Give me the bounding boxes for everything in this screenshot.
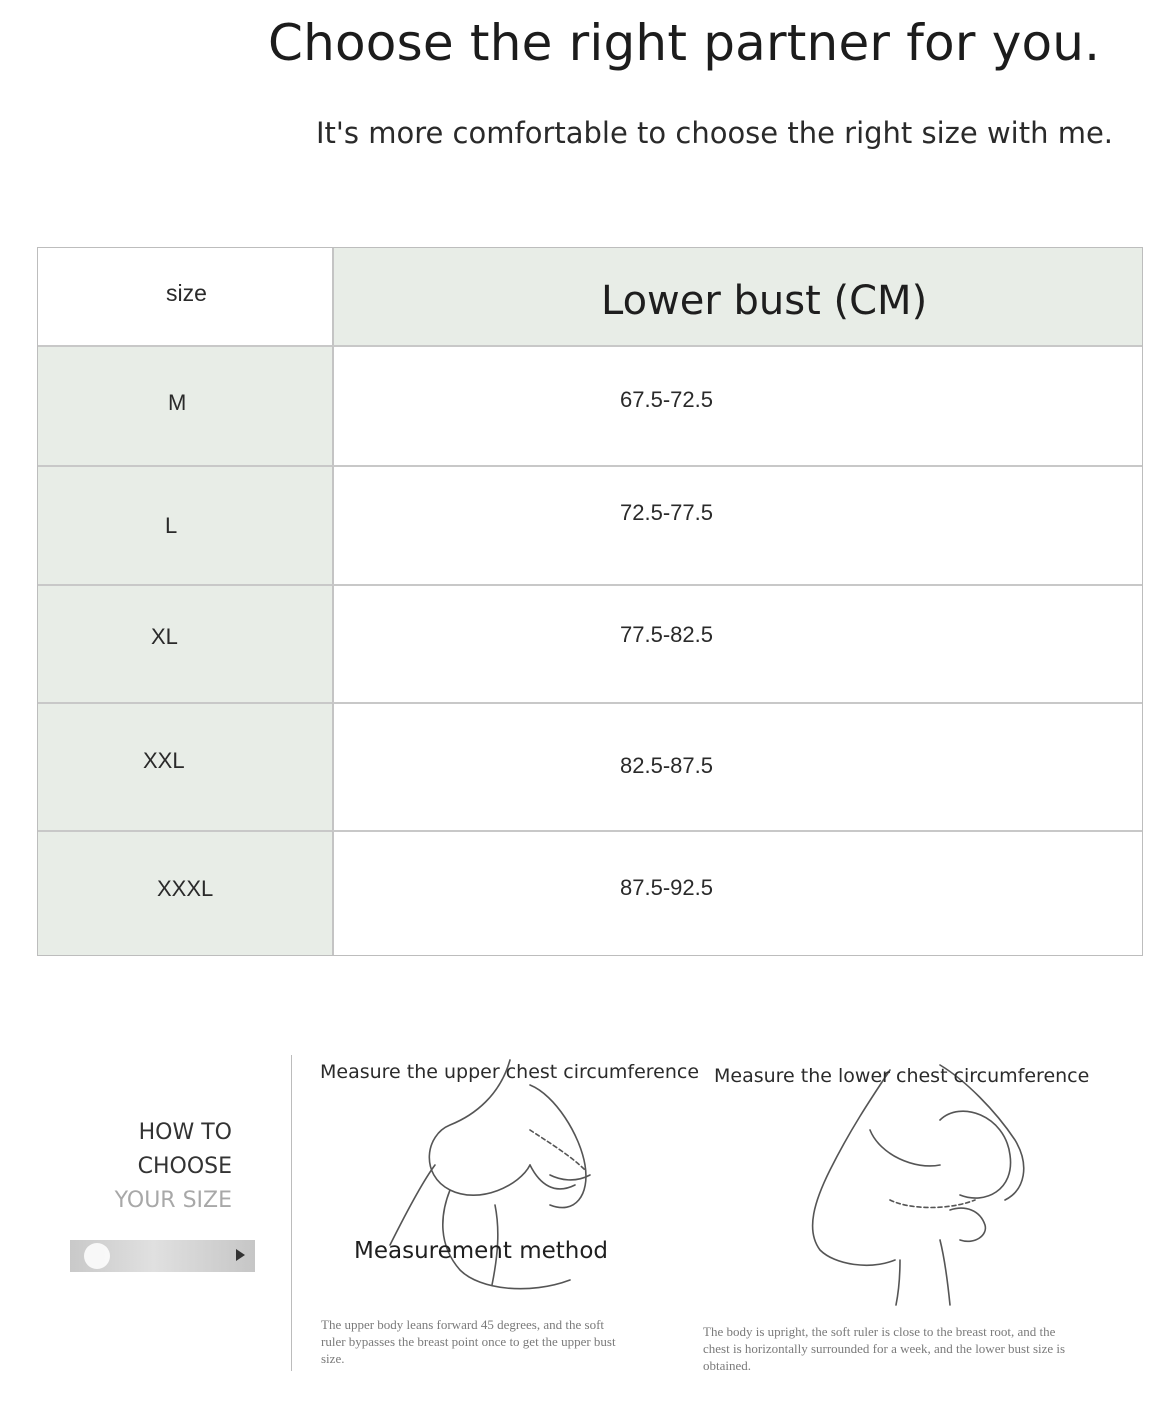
- table-row-range-xl: [332, 584, 1142, 702]
- size-chart-table: [37, 247, 1143, 956]
- table-row-size-xl: [38, 584, 332, 702]
- table-row-range-xxl: [332, 702, 1142, 830]
- lower-chest-illustration: [800, 1060, 1040, 1310]
- bust-header-label: Lower bust (CM): [601, 278, 928, 324]
- measure-icon: [84, 1243, 110, 1269]
- upper-chest-note: The upper body leans forward 45 degrees, and the soft ruler bypasses the breast point once to get the upper bust size.: [321, 1317, 616, 1366]
- lower-chest-note: The body is upright, the soft ruler is close to the breast root, and the chest is horizontally surrounded for a week, and the lower bust size is obtained.: [703, 1324, 1066, 1373]
- table-row-size-l: [38, 465, 332, 584]
- range-cell: 67.5-72.5: [620, 387, 713, 412]
- table-row-range-m: [332, 345, 1142, 465]
- table-header-bust: [332, 248, 1142, 345]
- range-cell: 77.5-82.5: [620, 622, 713, 647]
- how-to-line-3: YOUR SIZE: [114, 1188, 232, 1213]
- upper-chest-title: Measure the upper chest circumference: [320, 1061, 700, 1083]
- table-row-size-xxxl: [38, 830, 332, 955]
- size-cell: M: [168, 390, 187, 415]
- table-row-range-xxxl: [332, 830, 1142, 955]
- page-title: Choose the right partner for you.: [268, 14, 1101, 72]
- size-cell: XL: [151, 624, 178, 649]
- range-cell: 87.5-92.5: [620, 875, 713, 900]
- section-divider: [291, 1055, 292, 1371]
- how-to-line-2: CHOOSE: [137, 1154, 232, 1179]
- size-header-label: size: [166, 280, 207, 306]
- size-cell: L: [165, 513, 178, 538]
- how-to-heading: [110, 1116, 232, 1218]
- page-subtitle: It's more comfortable to choose the right size with me.: [316, 116, 1114, 150]
- table-row-range-l: [332, 465, 1142, 584]
- lower-chest-title: Measure the lower chest circumference: [714, 1065, 1090, 1087]
- table-row-size-xxl: [38, 702, 332, 830]
- size-cell: XXXL: [157, 876, 214, 901]
- table-row-size-m: [38, 345, 332, 465]
- how-to-line-1: HOW TO: [138, 1120, 232, 1145]
- range-cell: 72.5-77.5: [620, 500, 713, 525]
- size-guide-bar: [70, 1240, 255, 1272]
- size-cell: XXL: [143, 748, 185, 773]
- range-cell: 82.5-87.5: [620, 753, 713, 778]
- play-arrow-icon: [236, 1249, 245, 1261]
- table-header-size: [38, 248, 332, 345]
- measurement-method-label: Measurement method: [354, 1238, 609, 1264]
